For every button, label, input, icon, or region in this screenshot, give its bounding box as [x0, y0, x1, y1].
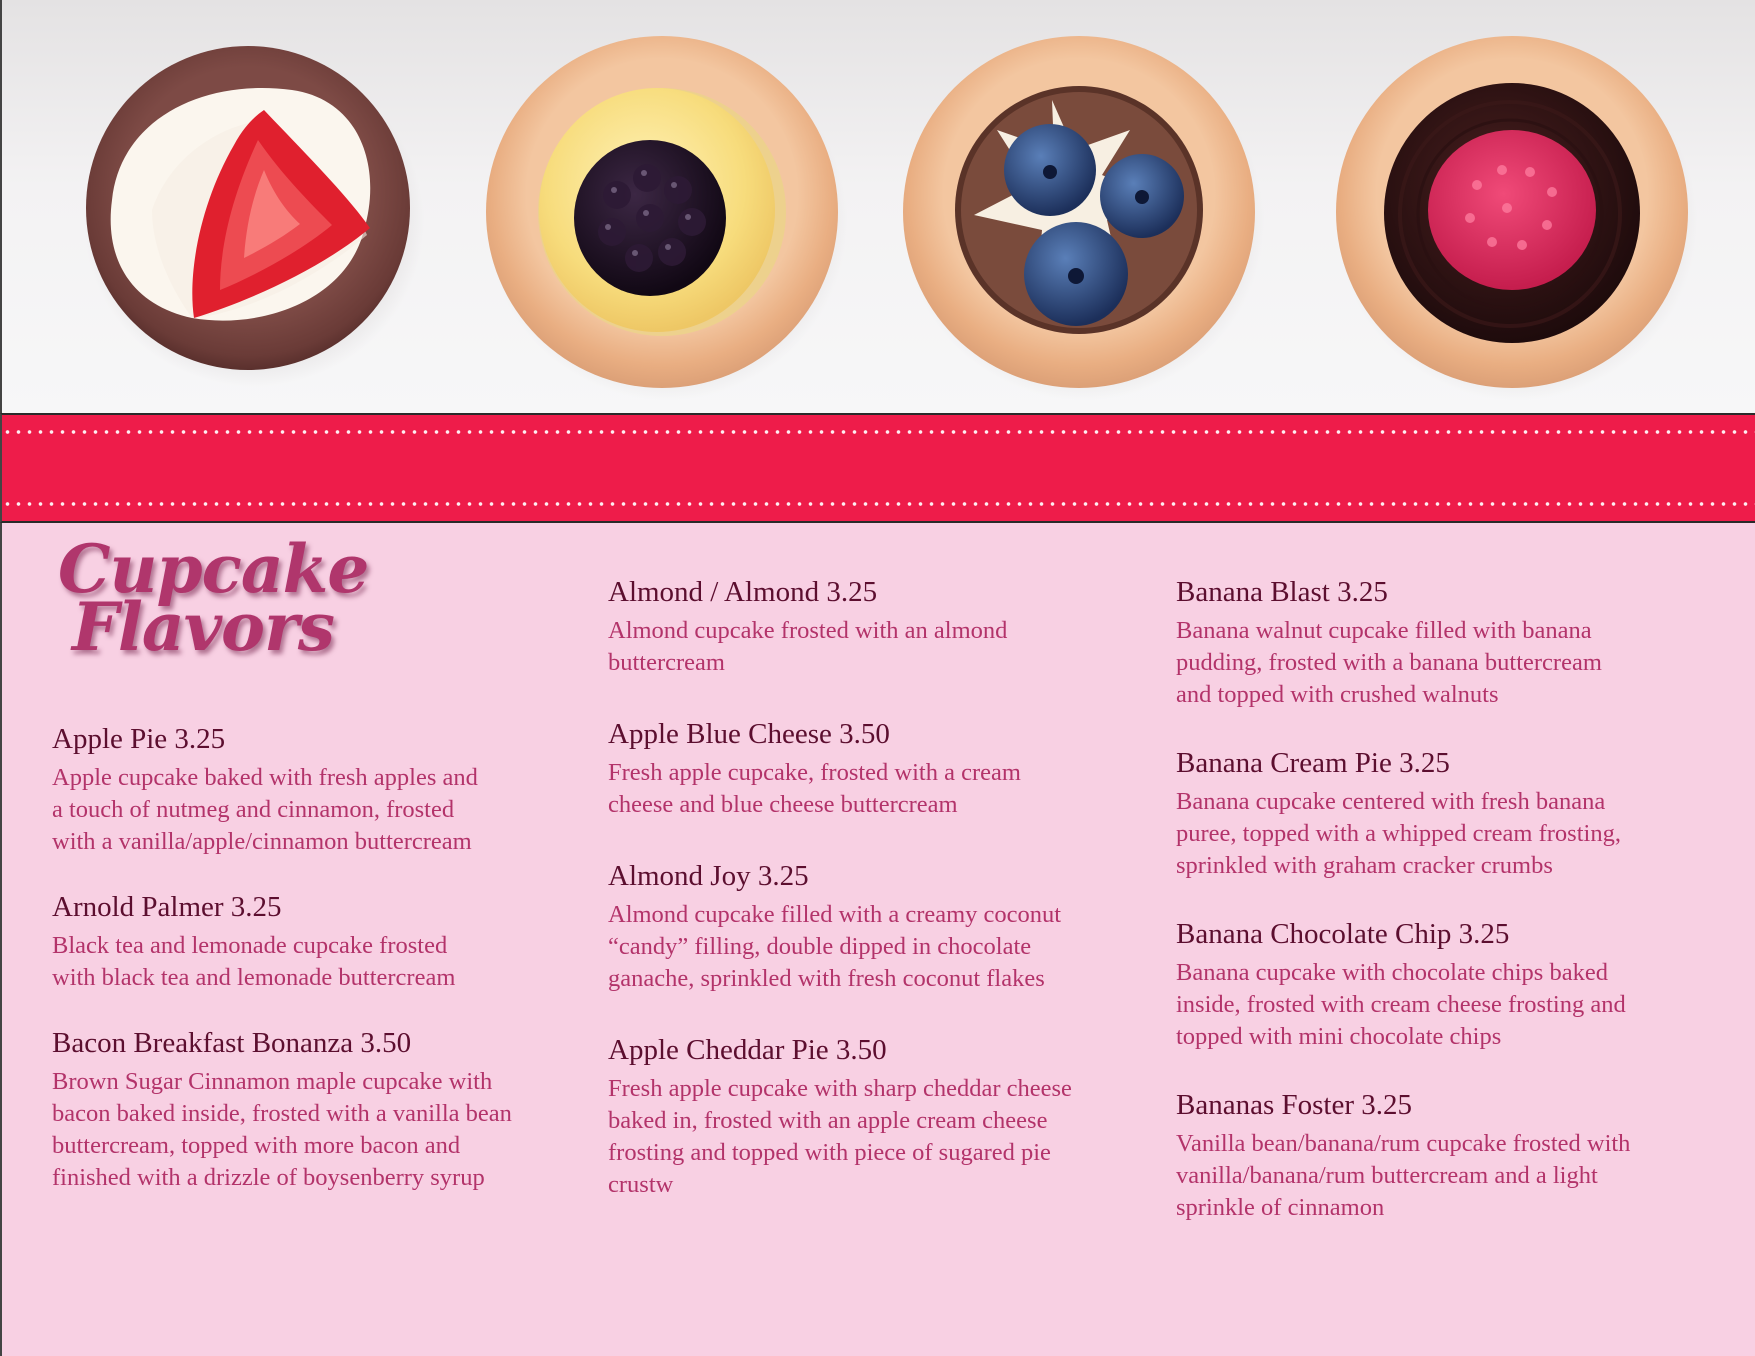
item-name: Almond Joy 3.25 — [608, 860, 809, 892]
menu-title — [58, 530, 369, 666]
raspberry-tart — [1336, 36, 1697, 400]
menu-column-2 — [608, 573, 1128, 1237]
item-name: Almond / Almond 3.25 — [608, 576, 878, 608]
strawberry-tart — [84, 46, 424, 387]
ribbon-stitch-bottom — [2, 502, 1755, 506]
item-description: Banana cupcake with chocolate chips baked inside, frosted with cream cheese frosting and topped with mini chocolate chips — [1176, 959, 1626, 1050]
tarts-photo — [2, 0, 1755, 413]
menu-item — [608, 1031, 1128, 1201]
item-name: Banana Blast 3.25 — [1176, 576, 1388, 608]
item-description: Fresh apple cupcake, frosted with a cream cheese and blue cheese buttercream — [608, 759, 1021, 818]
menu-item — [1176, 744, 1696, 882]
menu-item — [1176, 915, 1696, 1053]
menu-item — [1176, 1086, 1696, 1224]
item-description: Brown Sugar Cinnamon maple cupcake with bacon baked inside, frosted with a vanilla bean buttercream, topped with more bacon and finished with a drizzle of boysenberry syrup — [52, 1068, 512, 1191]
menu-item — [1176, 573, 1696, 711]
menu-column-3 — [1176, 573, 1696, 1257]
item-name: Bananas Foster 3.25 — [1176, 1089, 1412, 1121]
item-description: Vanilla bean/banana/rum cupcake frosted with vanilla/banana/rum buttercream and a light sprinkle of cinnamon — [1176, 1130, 1631, 1221]
menu-title-line1: Cupcake — [58, 530, 369, 608]
item-name: Arnold Palmer 3.25 — [52, 891, 282, 923]
item-description: Almond cupcake filled with a creamy coconut “candy” filling, double dipped in chocolate ganache, sprinkled with fresh coconut flakes — [608, 901, 1062, 992]
item-name: Banana Cream Pie 3.25 — [1176, 747, 1450, 779]
menu-item — [52, 720, 572, 858]
item-description: Banana walnut cupcake filled with banana pudding, frosted with a banana buttercream and topped with crushed walnuts — [1176, 617, 1602, 708]
item-description: Fresh apple cupcake with sharp cheddar cheese baked in, frosted with an apple cream cheese frosting and topped with piece of sugared pie crustw — [608, 1075, 1072, 1198]
menu-item — [608, 573, 1128, 679]
menu-title-line2: Flavors — [72, 588, 334, 666]
menu-item — [52, 888, 572, 994]
header-photo — [0, 0, 1755, 413]
menu-item — [608, 715, 1128, 821]
item-name: Bacon Breakfast Bonanza 3.50 — [52, 1027, 412, 1059]
ribbon-stitch-top — [2, 430, 1755, 434]
item-description: Black tea and lemonade cupcake frosted with black tea and lemonade buttercream — [52, 932, 456, 991]
item-description: Apple cupcake baked with fresh apples and a touch of nutmeg and cinnamon, frosted with a vanilla/apple/cinnamon buttercream — [52, 764, 478, 855]
item-description: Almond cupcake frosted with an almond buttercream — [608, 617, 1008, 676]
menu-item — [52, 1024, 572, 1194]
item-name: Apple Pie 3.25 — [52, 723, 226, 755]
blackberry-tart — [486, 36, 847, 400]
menu-item — [608, 857, 1128, 995]
item-name: Apple Cheddar Pie 3.50 — [608, 1034, 887, 1066]
menu-column-1 — [52, 720, 572, 1224]
item-name: Apple Blue Cheese 3.50 — [608, 718, 890, 750]
item-name: Banana Chocolate Chip 3.25 — [1176, 918, 1510, 950]
ribbon-band — [0, 413, 1755, 523]
item-description: Banana cupcake centered with fresh banana puree, topped with a whipped cream frosting, sprinkled with graham cracker crumbs — [1176, 788, 1621, 879]
blueberry-tart — [903, 36, 1264, 400]
